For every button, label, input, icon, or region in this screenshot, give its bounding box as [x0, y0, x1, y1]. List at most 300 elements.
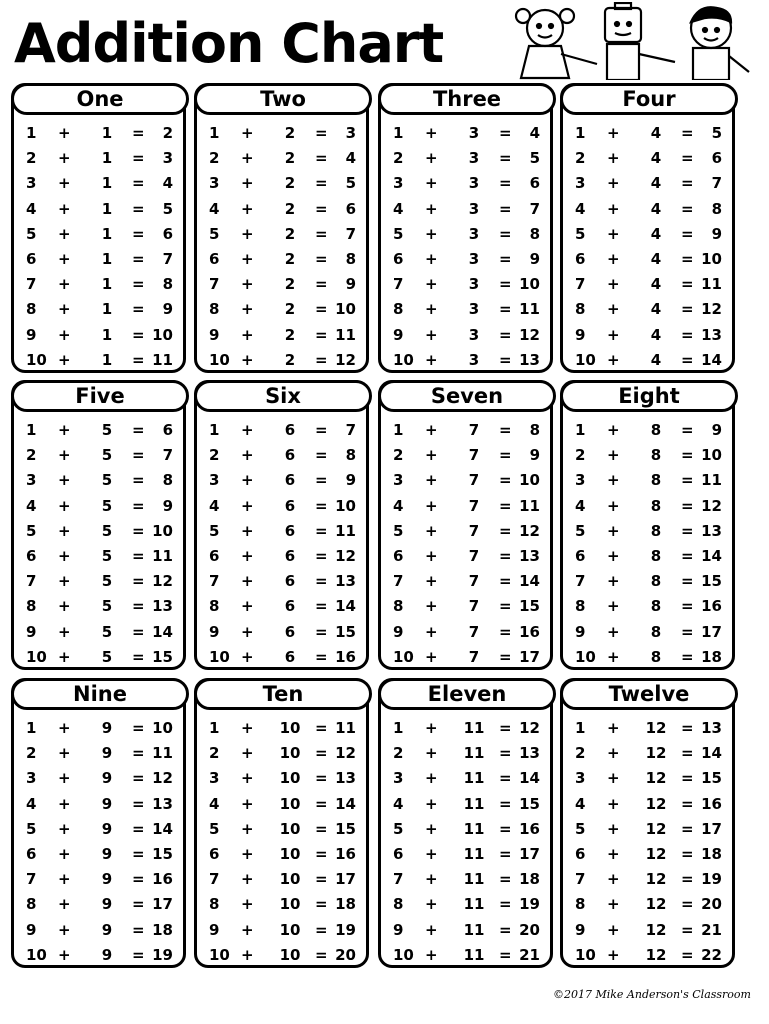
first-addend: 1 [575, 124, 586, 142]
equation-row [563, 494, 732, 519]
first-addend: 9 [26, 622, 37, 641]
plus-sign: + [425, 744, 438, 763]
equation-row [381, 766, 550, 791]
table-header: Eleven [378, 678, 556, 710]
equals-sign: = [315, 446, 328, 465]
first-addend: 5 [393, 521, 404, 540]
first-addend: 5 [26, 224, 37, 243]
equation-row [381, 943, 550, 968]
equation-row [381, 716, 550, 741]
second-addend: 3 [468, 174, 480, 193]
sum: 16 [519, 819, 540, 838]
first-addend: 3 [575, 174, 586, 193]
sum: 14 [701, 350, 722, 369]
first-addend: 5 [209, 224, 220, 243]
equation-row [381, 892, 550, 917]
plus-sign: + [241, 844, 254, 863]
equals-sign: = [499, 300, 512, 319]
equals-sign: = [499, 819, 512, 838]
sum: 8 [345, 446, 356, 465]
first-addend: 10 [209, 647, 230, 666]
equals-sign: = [681, 769, 694, 788]
equals-sign: = [132, 224, 145, 243]
equals-sign: = [681, 300, 694, 319]
sum: 7 [345, 421, 356, 439]
sum: 12 [335, 744, 356, 763]
first-addend: 3 [393, 471, 404, 490]
second-addend: 4 [650, 300, 662, 319]
equation-row [197, 741, 366, 766]
first-addend: 4 [209, 199, 220, 218]
equation-list [14, 418, 183, 670]
sum: 7 [162, 446, 173, 465]
first-addend: 7 [393, 572, 404, 591]
equation-row [14, 272, 183, 297]
first-addend: 3 [575, 471, 586, 490]
plus-sign: + [607, 521, 620, 540]
sum: 8 [529, 224, 540, 243]
first-addend: 3 [393, 769, 404, 788]
plus-sign: + [58, 622, 71, 641]
plus-sign: + [58, 769, 71, 788]
sum: 12 [701, 496, 722, 515]
equation-row [197, 569, 366, 594]
equals-sign: = [681, 124, 694, 142]
sum: 6 [711, 149, 722, 168]
equation-row [381, 222, 550, 247]
first-addend: 6 [209, 844, 220, 863]
equals-sign: = [315, 920, 328, 939]
equation-row [563, 247, 732, 272]
equals-sign: = [681, 224, 694, 243]
first-addend: 1 [393, 719, 404, 737]
second-addend: 2 [284, 325, 296, 344]
second-addend: 5 [101, 446, 113, 465]
plus-sign: + [58, 496, 71, 515]
plus-sign: + [58, 174, 71, 193]
equation-row [381, 443, 550, 468]
equation-row [563, 918, 732, 943]
plus-sign: + [425, 622, 438, 641]
sum: 11 [335, 325, 356, 344]
second-addend: 3 [468, 224, 480, 243]
sum: 17 [335, 870, 356, 889]
sum: 19 [701, 870, 722, 889]
second-addend: 4 [650, 149, 662, 168]
equals-sign: = [681, 421, 694, 439]
plus-sign: + [58, 794, 71, 813]
second-addend: 12 [645, 920, 667, 939]
equals-sign: = [132, 325, 145, 344]
equation-row [381, 171, 550, 196]
equation-row [381, 867, 550, 892]
second-addend: 8 [650, 471, 662, 490]
equals-sign: = [499, 719, 512, 737]
equation-row [381, 594, 550, 619]
plus-sign: + [607, 769, 620, 788]
second-addend: 7 [468, 421, 480, 439]
equals-sign: = [681, 471, 694, 490]
equation-row [14, 792, 183, 817]
equation-row [197, 918, 366, 943]
plus-sign: + [425, 719, 438, 737]
first-addend: 8 [393, 597, 404, 616]
equals-sign: = [681, 572, 694, 591]
equation-row [197, 494, 366, 519]
sum: 13 [519, 744, 540, 763]
equation-row [197, 121, 366, 146]
sum: 16 [335, 647, 356, 666]
plus-sign: + [425, 572, 438, 591]
sum: 15 [519, 794, 540, 813]
first-addend: 4 [575, 496, 586, 515]
sum: 17 [701, 819, 722, 838]
second-addend: 12 [645, 794, 667, 813]
first-addend: 10 [26, 945, 47, 964]
plus-sign: + [241, 174, 254, 193]
second-addend: 12 [645, 744, 667, 763]
equation-row [14, 443, 183, 468]
sum: 15 [519, 597, 540, 616]
plus-sign: + [58, 572, 71, 591]
first-addend: 10 [575, 647, 596, 666]
equals-sign: = [499, 275, 512, 294]
equals-sign: = [499, 446, 512, 465]
equation-row [14, 817, 183, 842]
copyright-footer: ©2017 Mike Anderson's Classroom [552, 988, 751, 1001]
first-addend: 5 [393, 819, 404, 838]
first-addend: 8 [26, 300, 37, 319]
first-addend: 7 [26, 275, 37, 294]
equals-sign: = [681, 496, 694, 515]
second-addend: 1 [101, 300, 113, 319]
second-addend: 11 [463, 744, 485, 763]
equals-sign: = [681, 719, 694, 737]
second-addend: 7 [468, 546, 480, 565]
first-addend: 5 [209, 521, 220, 540]
equation-row [197, 544, 366, 569]
second-addend: 8 [650, 446, 662, 465]
equation-row [14, 544, 183, 569]
equals-sign: = [315, 572, 328, 591]
first-addend: 4 [209, 496, 220, 515]
second-addend: 2 [284, 174, 296, 193]
equation-row [563, 468, 732, 493]
plus-sign: + [607, 300, 620, 319]
equation-row [14, 716, 183, 741]
plus-sign: + [241, 149, 254, 168]
first-addend: 9 [26, 920, 37, 939]
plus-sign: + [58, 597, 71, 616]
equation-row [197, 867, 366, 892]
second-addend: 9 [101, 945, 113, 964]
sum: 12 [519, 521, 540, 540]
equals-sign: = [681, 249, 694, 268]
sum: 12 [519, 719, 540, 737]
first-addend: 1 [209, 124, 220, 142]
equation-row [381, 494, 550, 519]
second-addend: 4 [650, 275, 662, 294]
equals-sign: = [132, 496, 145, 515]
second-addend: 4 [650, 249, 662, 268]
equation-row [14, 323, 183, 348]
equation-list [563, 418, 732, 670]
plus-sign: + [607, 597, 620, 616]
plus-sign: + [241, 920, 254, 939]
second-addend: 11 [463, 844, 485, 863]
second-addend: 1 [101, 350, 113, 369]
plus-sign: + [425, 421, 438, 439]
second-addend: 12 [645, 769, 667, 788]
equation-row [563, 766, 732, 791]
plus-sign: + [241, 300, 254, 319]
second-addend: 10 [279, 819, 301, 838]
equation-row [197, 645, 366, 670]
plus-sign: + [425, 895, 438, 914]
equation-row [381, 817, 550, 842]
first-addend: 2 [209, 744, 220, 763]
first-addend: 5 [575, 819, 586, 838]
equation-row [197, 348, 366, 373]
plus-sign: + [425, 300, 438, 319]
sum: 8 [345, 249, 356, 268]
second-addend: 3 [468, 325, 480, 344]
first-addend: 9 [393, 622, 404, 641]
second-addend: 3 [468, 350, 480, 369]
plus-sign: + [607, 794, 620, 813]
plus-sign: + [607, 249, 620, 268]
equals-sign: = [499, 870, 512, 889]
second-addend: 9 [101, 719, 113, 737]
plus-sign: + [425, 199, 438, 218]
plus-sign: + [607, 870, 620, 889]
equals-sign: = [315, 895, 328, 914]
equals-sign: = [315, 521, 328, 540]
second-addend: 5 [101, 647, 113, 666]
second-addend: 11 [463, 819, 485, 838]
addition-table-five [11, 380, 186, 670]
sum: 13 [701, 719, 722, 737]
sum: 14 [152, 819, 173, 838]
equals-sign: = [132, 870, 145, 889]
sum: 21 [519, 945, 540, 964]
plus-sign: + [241, 546, 254, 565]
equation-row [381, 645, 550, 670]
sum: 18 [701, 844, 722, 863]
plus-sign: + [607, 844, 620, 863]
second-addend: 5 [101, 521, 113, 540]
equation-row [563, 741, 732, 766]
table-header: Eight [560, 380, 738, 412]
first-addend: 8 [209, 300, 220, 319]
plus-sign: + [425, 819, 438, 838]
first-addend: 3 [209, 769, 220, 788]
second-addend: 7 [468, 446, 480, 465]
sum: 17 [519, 647, 540, 666]
plus-sign: + [425, 647, 438, 666]
plus-sign: + [241, 622, 254, 641]
sum: 22 [701, 945, 722, 964]
plus-sign: + [425, 920, 438, 939]
plus-sign: + [241, 224, 254, 243]
plus-sign: + [241, 794, 254, 813]
second-addend: 5 [101, 572, 113, 591]
equation-row [14, 741, 183, 766]
sum: 12 [152, 572, 173, 591]
first-addend: 7 [209, 870, 220, 889]
equation-row [563, 943, 732, 968]
equals-sign: = [315, 124, 328, 142]
addition-table-two [194, 83, 369, 373]
second-addend: 2 [284, 300, 296, 319]
first-addend: 1 [393, 124, 404, 142]
equation-row [381, 620, 550, 645]
equation-row [563, 121, 732, 146]
sum: 11 [152, 546, 173, 565]
first-addend: 5 [26, 819, 37, 838]
addition-table-three [378, 83, 553, 373]
equals-sign: = [681, 597, 694, 616]
plus-sign: + [58, 870, 71, 889]
first-addend: 3 [26, 471, 37, 490]
equation-row [197, 146, 366, 171]
sum: 18 [152, 920, 173, 939]
plus-sign: + [241, 249, 254, 268]
equals-sign: = [681, 647, 694, 666]
plus-sign: + [58, 124, 71, 142]
equals-sign: = [499, 572, 512, 591]
second-addend: 6 [284, 647, 296, 666]
equals-sign: = [315, 744, 328, 763]
sum: 7 [711, 174, 722, 193]
second-addend: 2 [284, 350, 296, 369]
sum: 7 [345, 224, 356, 243]
equals-sign: = [499, 521, 512, 540]
equals-sign: = [681, 744, 694, 763]
equals-sign: = [132, 421, 145, 439]
first-addend: 3 [393, 174, 404, 193]
equation-row [563, 817, 732, 842]
equation-row [14, 121, 183, 146]
plus-sign: + [58, 199, 71, 218]
equals-sign: = [681, 149, 694, 168]
table-header: Nine [11, 678, 189, 710]
first-addend: 1 [26, 124, 37, 142]
first-addend: 6 [575, 844, 586, 863]
equals-sign: = [315, 350, 328, 369]
second-addend: 8 [650, 647, 662, 666]
plus-sign: + [58, 224, 71, 243]
first-addend: 9 [393, 325, 404, 344]
equals-sign: = [315, 819, 328, 838]
first-addend: 9 [393, 920, 404, 939]
equation-list [381, 716, 550, 968]
plus-sign: + [241, 124, 254, 142]
sum: 13 [519, 546, 540, 565]
equation-row [14, 418, 183, 443]
equation-row [197, 620, 366, 645]
equation-row [197, 443, 366, 468]
second-addend: 7 [468, 622, 480, 641]
first-addend: 2 [393, 744, 404, 763]
first-addend: 4 [393, 199, 404, 218]
sum: 9 [345, 471, 356, 490]
plus-sign: + [607, 224, 620, 243]
equals-sign: = [132, 572, 145, 591]
equation-list [563, 121, 732, 373]
second-addend: 9 [101, 819, 113, 838]
first-addend: 2 [26, 149, 37, 168]
first-addend: 10 [393, 647, 414, 666]
equals-sign: = [132, 471, 145, 490]
second-addend: 11 [463, 870, 485, 889]
equals-sign: = [132, 546, 145, 565]
second-addend: 12 [645, 895, 667, 914]
equals-sign: = [681, 895, 694, 914]
second-addend: 4 [650, 350, 662, 369]
equation-row [563, 146, 732, 171]
sum: 12 [701, 300, 722, 319]
sum: 17 [152, 895, 173, 914]
equation-row [563, 222, 732, 247]
equals-sign: = [499, 647, 512, 666]
equation-row [14, 766, 183, 791]
equation-row [197, 842, 366, 867]
plus-sign: + [425, 844, 438, 863]
addition-table-six [194, 380, 369, 670]
sum: 4 [345, 149, 356, 168]
second-addend: 10 [279, 945, 301, 964]
first-addend: 8 [209, 895, 220, 914]
sum: 16 [152, 870, 173, 889]
second-addend: 12 [645, 945, 667, 964]
equation-row [381, 741, 550, 766]
second-addend: 7 [468, 521, 480, 540]
sum: 13 [152, 794, 173, 813]
equals-sign: = [315, 149, 328, 168]
first-addend: 1 [393, 421, 404, 439]
plus-sign: + [241, 446, 254, 465]
first-addend: 7 [26, 572, 37, 591]
plus-sign: + [607, 647, 620, 666]
second-addend: 9 [101, 794, 113, 813]
first-addend: 9 [575, 920, 586, 939]
plus-sign: + [607, 446, 620, 465]
equation-row [381, 842, 550, 867]
equation-row [381, 297, 550, 322]
equals-sign: = [499, 920, 512, 939]
equals-sign: = [681, 546, 694, 565]
equals-sign: = [499, 224, 512, 243]
sum: 10 [701, 249, 722, 268]
first-addend: 1 [209, 719, 220, 737]
plus-sign: + [58, 521, 71, 540]
first-addend: 8 [575, 597, 586, 616]
sum: 6 [529, 174, 540, 193]
sum: 6 [162, 224, 173, 243]
first-addend: 5 [393, 224, 404, 243]
first-addend: 7 [209, 275, 220, 294]
equals-sign: = [499, 124, 512, 142]
plus-sign: + [58, 844, 71, 863]
sum: 17 [519, 844, 540, 863]
equation-row [197, 943, 366, 968]
sum: 15 [701, 769, 722, 788]
second-addend: 3 [468, 149, 480, 168]
first-addend: 5 [575, 224, 586, 243]
equation-row [197, 297, 366, 322]
sum: 11 [152, 744, 173, 763]
